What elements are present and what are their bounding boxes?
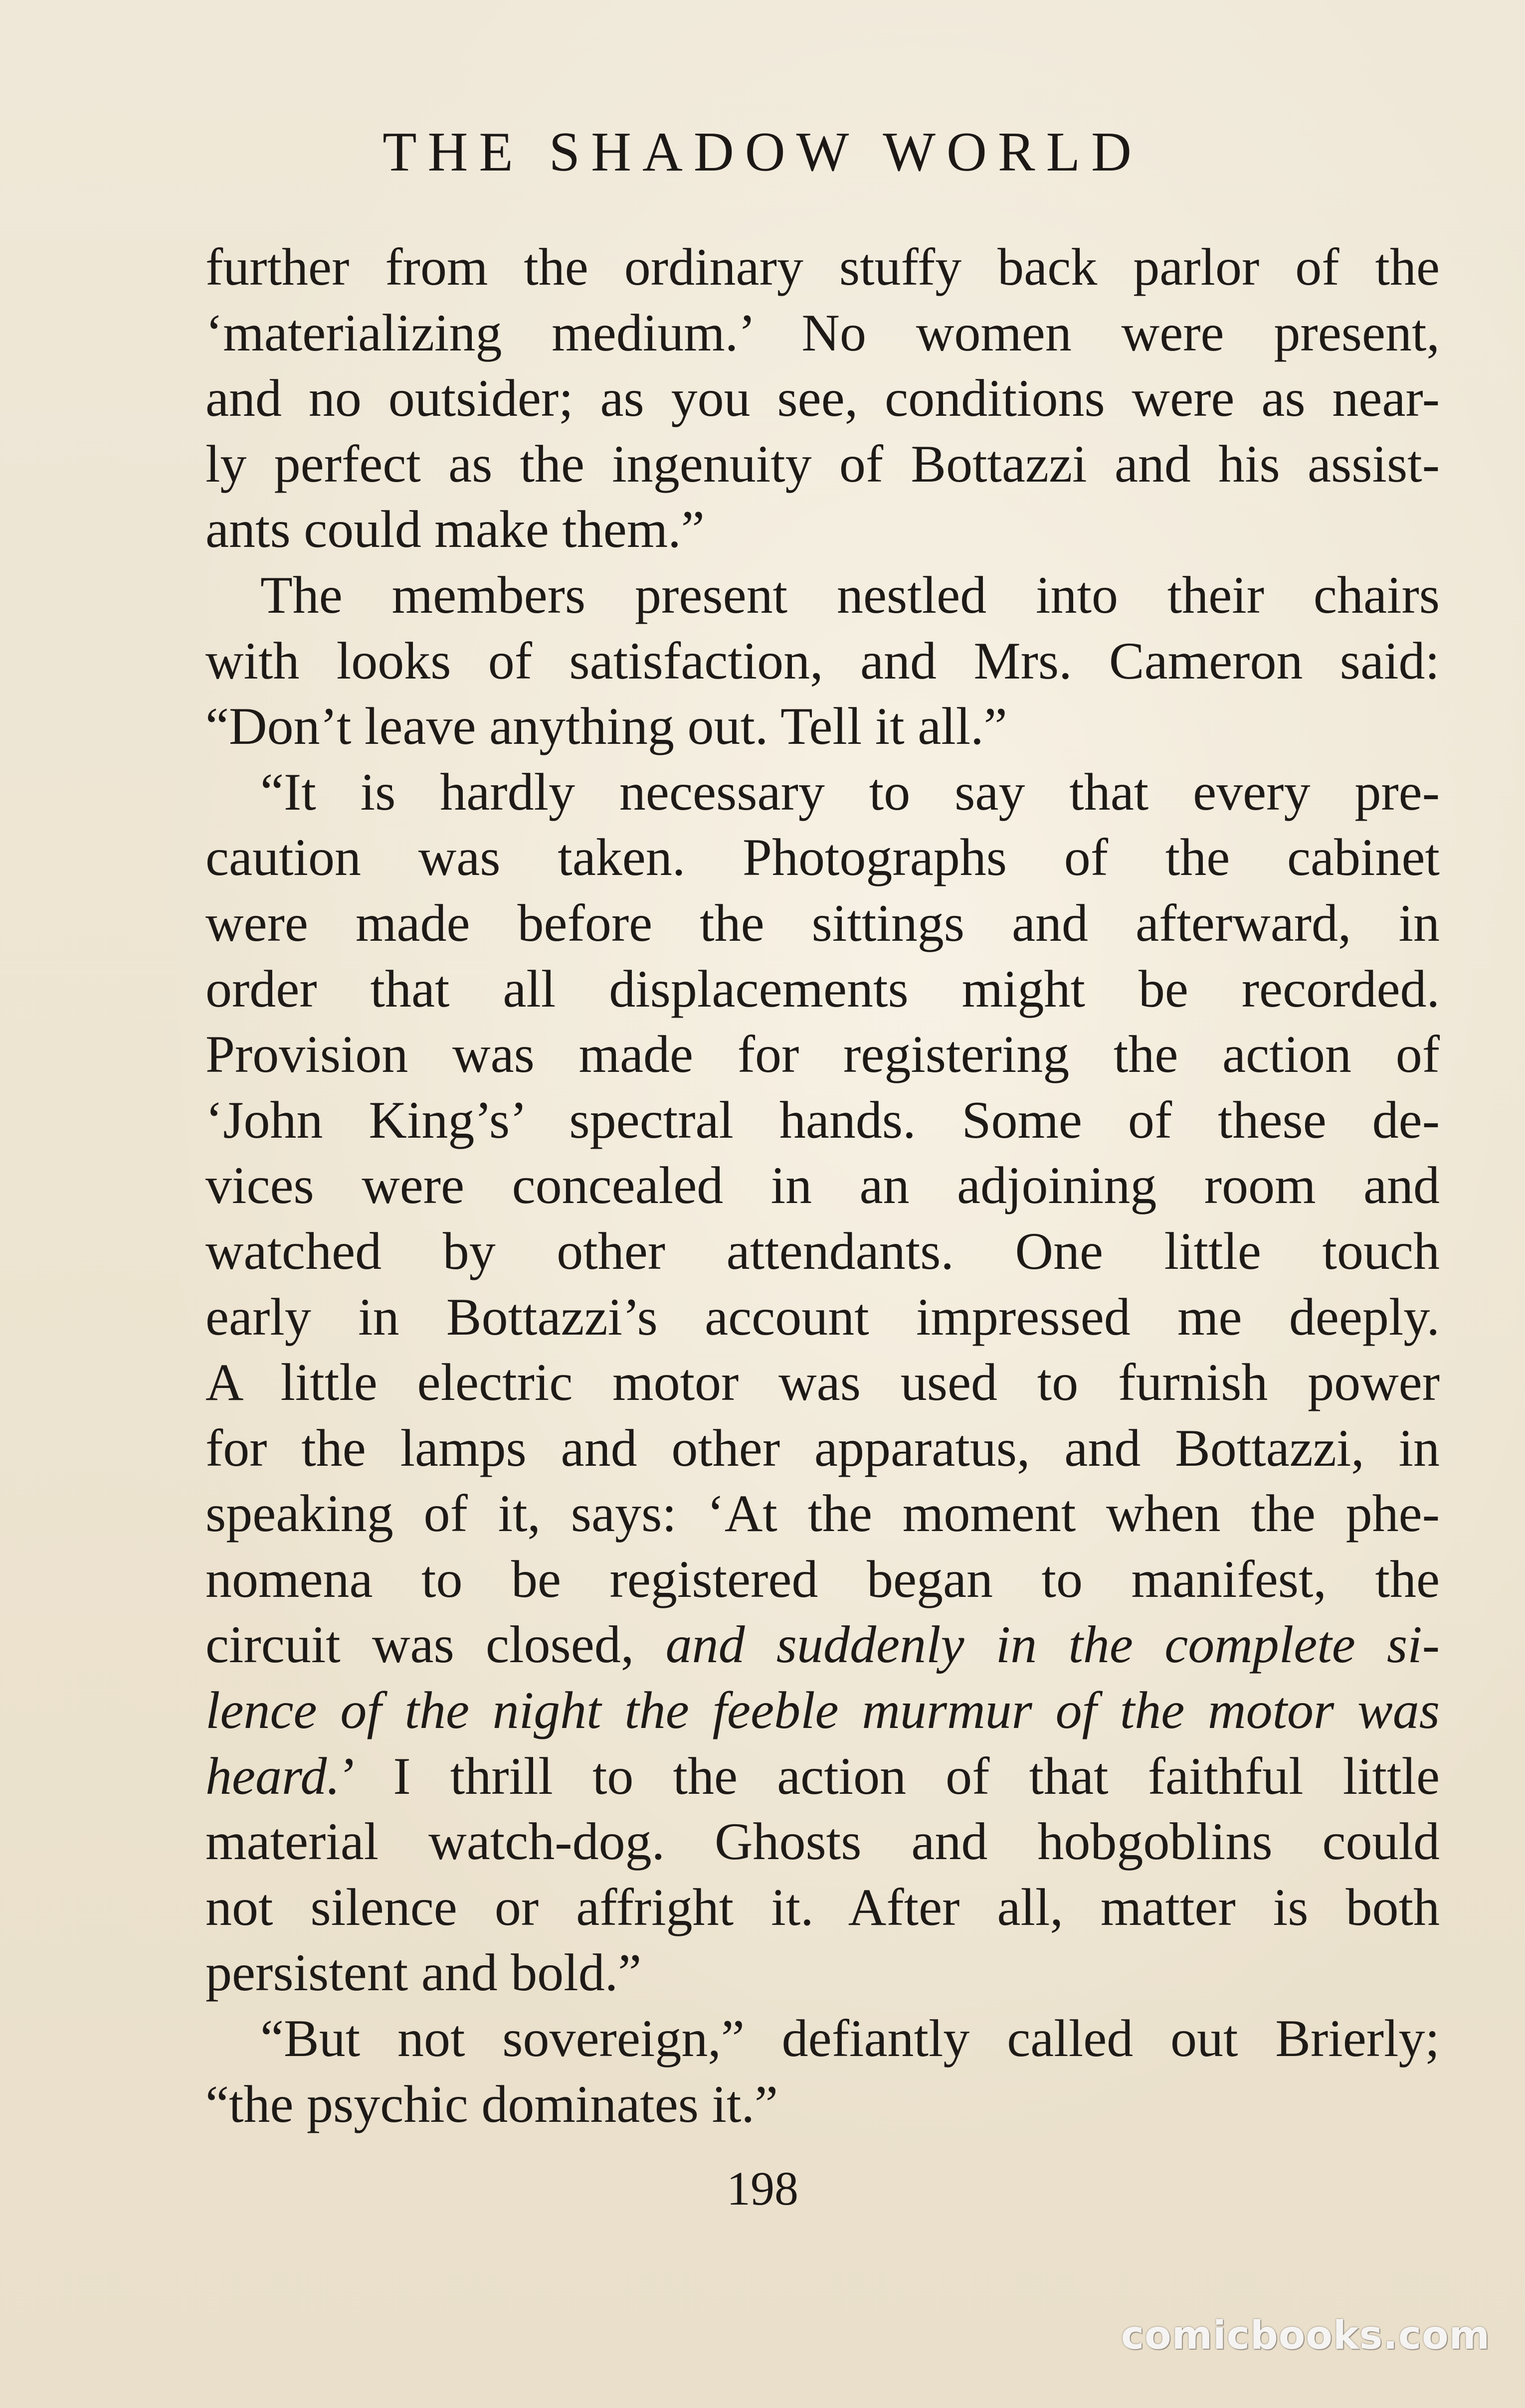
text-line: “the psychic dominates it.”: [205, 2074, 778, 2133]
text-line: nomena to be registered began to manifest, the: [205, 1549, 1440, 1608]
text-line: vices were concealed in an adjoining room and: [205, 1156, 1440, 1215]
text-line: speaking of it, says: ‘At the moment when the phe-: [205, 1484, 1440, 1543]
text-line: lence of the night the feeble murmur of the motor was: [205, 1681, 1440, 1740]
body-text: [205, 234, 1440, 2137]
text-line: were made before the sittings and afterward, in: [205, 893, 1440, 952]
text-line: “But not sovereign,” defiantly called out Brierly;: [260, 2009, 1440, 2068]
text-line: further from the ordinary stuffy back parlor of the: [205, 238, 1440, 296]
text-line: The members present nestled into their chairs: [260, 565, 1440, 624]
text-line: A little electric motor was used to furnish power: [205, 1353, 1440, 1412]
text-line: early in Bottazzi’s account impressed me deeply.: [205, 1287, 1440, 1346]
text-line: “It is hardly necessary to say that every pre-: [260, 762, 1440, 821]
text-run: circuit was closed,: [205, 1615, 666, 1674]
text-line: with looks of satisfaction, and Mrs. Cameron said:: [205, 631, 1440, 690]
text-line: persistent and bold.”: [205, 1943, 642, 2002]
text-line: ants could make them.”: [205, 500, 705, 559]
running-head: THE SHADOW WORLD: [382, 121, 1143, 183]
italic-run: heard.: [205, 1746, 340, 1805]
text-line: caution was taken. Photographs of the cabinet: [205, 828, 1440, 887]
text-line: ‘John King’s’ spectral hands. Some of these de-: [205, 1090, 1440, 1149]
text-line: material watch-dog. Ghosts and hobgoblins could: [205, 1812, 1440, 1871]
page-number: 198: [727, 2162, 798, 2215]
text-line: [205, 1612, 1440, 1678]
text-line: Provision was made for registering the action of: [205, 1025, 1440, 1084]
text-line: watched by other attendants. One little touch: [205, 1221, 1440, 1280]
text-line: [205, 1743, 1440, 1809]
text-line: not silence or affright it. After all, matter is both: [205, 1878, 1440, 1936]
text-line: order that all displacements might be recorded.: [205, 959, 1440, 1018]
text-line: and no outsider; as you see, conditions were as near-: [205, 369, 1440, 428]
text-line: “Don’t leave anything out. Tell it all.”: [205, 697, 1007, 756]
text-run: ’ I thrill to the action of that faithful little: [340, 1746, 1440, 1805]
text-line: for the lamps and other apparatus, and Bottazzi, in: [205, 1418, 1440, 1477]
text-line: ‘materializing medium.’ No women were present,: [205, 303, 1440, 362]
watermark: comicbooks.com: [1121, 2313, 1490, 2358]
text-line: ly perfect as the ingenuity of Bottazzi and his assist-: [205, 434, 1440, 493]
italic-run: and suddenly in the complete si-: [665, 1615, 1440, 1674]
